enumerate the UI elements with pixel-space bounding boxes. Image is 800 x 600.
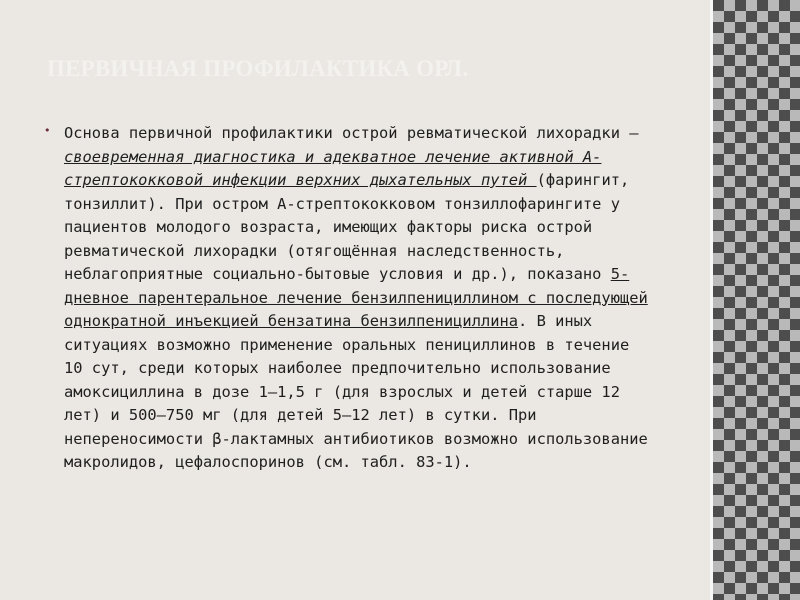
decorative-pattern-band	[713, 0, 800, 600]
hyperlink-diagnostics[interactable]: своевременная диагностика и адекватное лечение активной А-стрептококковой инфекции верхних дыхательных путей	[64, 147, 602, 189]
hyperlink-treatment[interactable]: 5-дневное парентеральное лечение бензилпенициллином с последующей однократной инъекцией бензатина бензилпенициллина	[64, 265, 648, 330]
slide-body	[44, 122, 654, 475]
text-segment: . В иных ситуациях возможно применение оральных пенициллинов в течение 10 сут, среди которых наиболее предпочительно использование амоксициллина в дозе 1–1,5 г (для взрослых и детей старше 12 лет) и 500–750 мг (для детей 5–12 лет) в сутки. При непереносимости β-лактамных антибиотиков возможно использование макролидов, цефалоспоринов (см. табл. 83-1).	[64, 312, 648, 471]
slide-title: ПЕРВИЧНАЯ ПРОФИЛАКТИКА ОРЛ.	[47, 56, 469, 81]
bullet-marker: •	[44, 124, 51, 137]
text-segment: (фарингит, тонзиллит). При остром А-стрептококковом тонзиллофарингите у пациентов молодого возраста, имеющих факторы риска острой ревматической лихорадки (отягощённая наследственность, неблагоприятные социально-бытовые условия и др.), показано	[64, 171, 630, 283]
body-paragraph	[64, 122, 654, 475]
text-segment: Основа первичной профилактики острой ревматической лихорадки —	[64, 124, 639, 142]
